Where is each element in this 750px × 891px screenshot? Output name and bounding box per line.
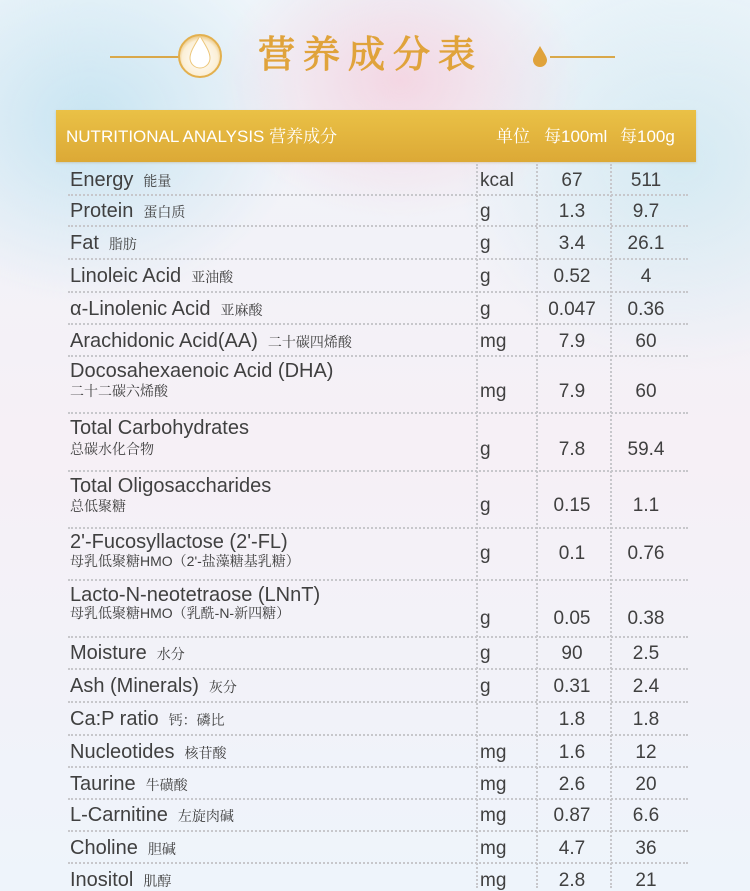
- nutrient-name-en: Inositol: [70, 869, 134, 891]
- table-row: [68, 164, 688, 196]
- table-row: [68, 832, 688, 864]
- table-row: [68, 670, 688, 703]
- nutrient-unit: g: [480, 201, 491, 222]
- value-per-100ml: 4.7: [558, 838, 586, 859]
- value-per-100g: 20: [635, 774, 657, 795]
- nutrient-name-cn: 左旋肉碱: [177, 808, 234, 824]
- table-row: [68, 196, 688, 227]
- milk-drop-icon: [176, 28, 224, 78]
- nutrient-unit: g: [480, 608, 491, 629]
- value-per-100ml: 0.047: [548, 299, 596, 320]
- nutrient-name-cn: 二十碳四烯酸: [267, 334, 352, 350]
- column-header-per-100ml: 每100ml: [544, 127, 608, 146]
- value-per-100ml: 0.05: [553, 608, 591, 629]
- nutrient-name-cn: 亚油酸: [191, 269, 234, 285]
- nutrient-name-cn: 能量: [143, 173, 172, 189]
- nutrient-unit: mg: [480, 870, 507, 891]
- nutrient-name-en: Total Oligosaccharides: [70, 475, 272, 497]
- nutrient-name-en: Taurine: [70, 773, 136, 795]
- value-per-100ml: 0.87: [553, 805, 591, 826]
- value-per-100g: 9.7: [632, 201, 660, 222]
- nutrient-unit: g: [480, 266, 491, 287]
- value-per-100g: 511: [630, 170, 662, 191]
- table-row: [68, 227, 688, 260]
- nutrient-name-en: Arachidonic Acid(AA): [70, 330, 258, 352]
- milk-drop-icon: [528, 44, 552, 68]
- nutrient-name-en: Total Carbohydrates: [70, 417, 249, 439]
- value-per-100ml: 0.31: [553, 676, 591, 697]
- value-per-100g: 6.6: [632, 805, 660, 826]
- nutrient-unit: g: [480, 299, 491, 320]
- value-per-100ml: 3.4: [558, 233, 586, 254]
- nutrient-name-cn: 亚麻酸: [220, 302, 263, 318]
- nutrient-name-cn: 母乳低聚糖HMO（2'-盐藻糖基乳糖）: [70, 553, 300, 569]
- nutrient-unit: mg: [480, 838, 507, 859]
- nutrient-unit: mg: [480, 774, 507, 795]
- value-per-100g: 21: [635, 870, 657, 891]
- nutrient-name-cn: 脂肪: [108, 236, 137, 252]
- value-per-100ml: 2.6: [558, 774, 586, 795]
- nutrient-unit: mg: [480, 381, 507, 402]
- nutrition-table: [68, 164, 688, 891]
- value-per-100ml: 1.6: [558, 742, 586, 763]
- nutrient-unit: kcal: [480, 170, 514, 191]
- nutrient-name-cn: 总碳水化合物: [70, 441, 154, 457]
- nutrient-unit: g: [480, 643, 491, 664]
- nutrient-unit: mg: [480, 805, 507, 826]
- nutrient-name-cn: 胆碱: [147, 841, 176, 857]
- nutrient-name-en: L-Carnitine: [70, 804, 168, 826]
- value-per-100g: 26.1: [627, 233, 665, 254]
- value-per-100g: 4: [640, 266, 652, 287]
- value-per-100g: 1.8: [632, 709, 660, 730]
- nutrient-name-cn: 灰分: [208, 679, 237, 695]
- nutrient-name-en: α-Linolenic Acid: [70, 298, 211, 320]
- value-per-100g: 2.4: [632, 676, 660, 697]
- nutrient-name-en: 2'-Fucosyllactose (2'-FL): [70, 531, 288, 553]
- table-row: [68, 768, 688, 800]
- nutrient-unit: mg: [480, 742, 507, 763]
- table-row: [68, 736, 688, 768]
- value-per-100g: 60: [635, 331, 657, 352]
- value-per-100ml: 1.3: [558, 201, 586, 222]
- value-per-100g: 36: [635, 838, 657, 859]
- nutrient-name-cn: 牛磺酸: [145, 777, 188, 793]
- title-divider-left: [110, 56, 180, 58]
- table-row: [68, 414, 688, 472]
- nutrient-name-cn: 核苷酸: [184, 745, 227, 761]
- value-per-100ml: 7.9: [558, 381, 586, 402]
- nutrient-name-en: Lacto-N-neotetraose (LNnT): [70, 584, 321, 606]
- nutrient-name-en: Ash (Minerals): [70, 675, 199, 697]
- table-row: [68, 472, 688, 529]
- value-per-100ml: 90: [561, 643, 583, 664]
- page-header: [0, 0, 750, 105]
- value-per-100ml: 2.8: [558, 870, 586, 891]
- nutrient-name-cn: 钙：磷比: [168, 712, 225, 728]
- value-per-100g: 59.4: [627, 439, 665, 460]
- table-row: [68, 864, 688, 891]
- nutrient-name-en: Fat: [70, 232, 99, 254]
- table-row: [68, 581, 688, 638]
- nutrient-name-en: Energy: [70, 169, 134, 191]
- title-divider-right: [550, 56, 615, 58]
- value-per-100g: 2.5: [632, 643, 660, 664]
- nutrient-name-en: Ca:P ratio: [70, 708, 159, 730]
- value-per-100ml: 0.1: [558, 543, 586, 564]
- column-header-unit: 单位: [496, 127, 530, 146]
- table-row: [68, 357, 688, 414]
- nutrient-name-en: Protein: [70, 200, 134, 222]
- value-per-100ml: 0.15: [553, 495, 591, 516]
- table-row: [68, 638, 688, 670]
- value-per-100g: 60: [635, 381, 657, 402]
- nutrient-unit: mg: [480, 331, 507, 352]
- table-row: [68, 800, 688, 832]
- nutrient-name-cn: 二十二碳六烯酸: [70, 383, 168, 399]
- value-per-100ml: 7.9: [558, 331, 586, 352]
- value-per-100g: 0.76: [627, 543, 665, 564]
- table-row: [68, 293, 688, 325]
- value-per-100g: 1.1: [632, 495, 660, 516]
- table-row: [68, 325, 688, 357]
- nutrient-name-en: Choline: [70, 837, 138, 859]
- nutrient-name-en: Nucleotides: [70, 741, 175, 763]
- value-per-100g: 12: [635, 742, 657, 763]
- table-row: [68, 260, 688, 293]
- nutrient-unit: g: [480, 495, 491, 516]
- nutrient-unit: g: [480, 676, 491, 697]
- nutrient-name-en: Linoleic Acid: [70, 265, 182, 287]
- nutrient-unit: g: [480, 543, 491, 564]
- nutrient-name-en: Moisture: [70, 642, 147, 664]
- nutrient-unit: g: [480, 439, 491, 460]
- table-title: NUTRITIONAL ANALYSIS 营养成分: [66, 127, 338, 146]
- table-row: [68, 703, 688, 736]
- column-header-per-100g: 每100g: [620, 127, 675, 146]
- value-per-100ml: 0.52: [553, 266, 591, 287]
- table-header-bar: [56, 110, 696, 162]
- value-per-100g: 0.36: [627, 299, 665, 320]
- nutrient-name-cn: 水分: [156, 646, 185, 662]
- value-per-100ml: 7.8: [558, 439, 586, 460]
- value-per-100ml: 67: [561, 170, 583, 191]
- nutrient-name-cn: 母乳低聚糖HMO（乳酰-N-新四糖）: [70, 605, 291, 621]
- nutrient-unit: g: [480, 233, 491, 254]
- page-title: 营养成分表: [258, 33, 483, 76]
- table-row: [68, 529, 688, 581]
- value-per-100g: 0.38: [627, 608, 665, 629]
- nutrient-name-en: Docosahexaenoic Acid (DHA): [70, 360, 334, 382]
- value-per-100ml: 1.8: [558, 709, 586, 730]
- nutrient-name-cn: 蛋白质: [143, 204, 186, 220]
- nutrient-name-cn: 肌醇: [143, 873, 172, 889]
- nutrient-name-cn: 总低聚糖: [70, 498, 126, 514]
